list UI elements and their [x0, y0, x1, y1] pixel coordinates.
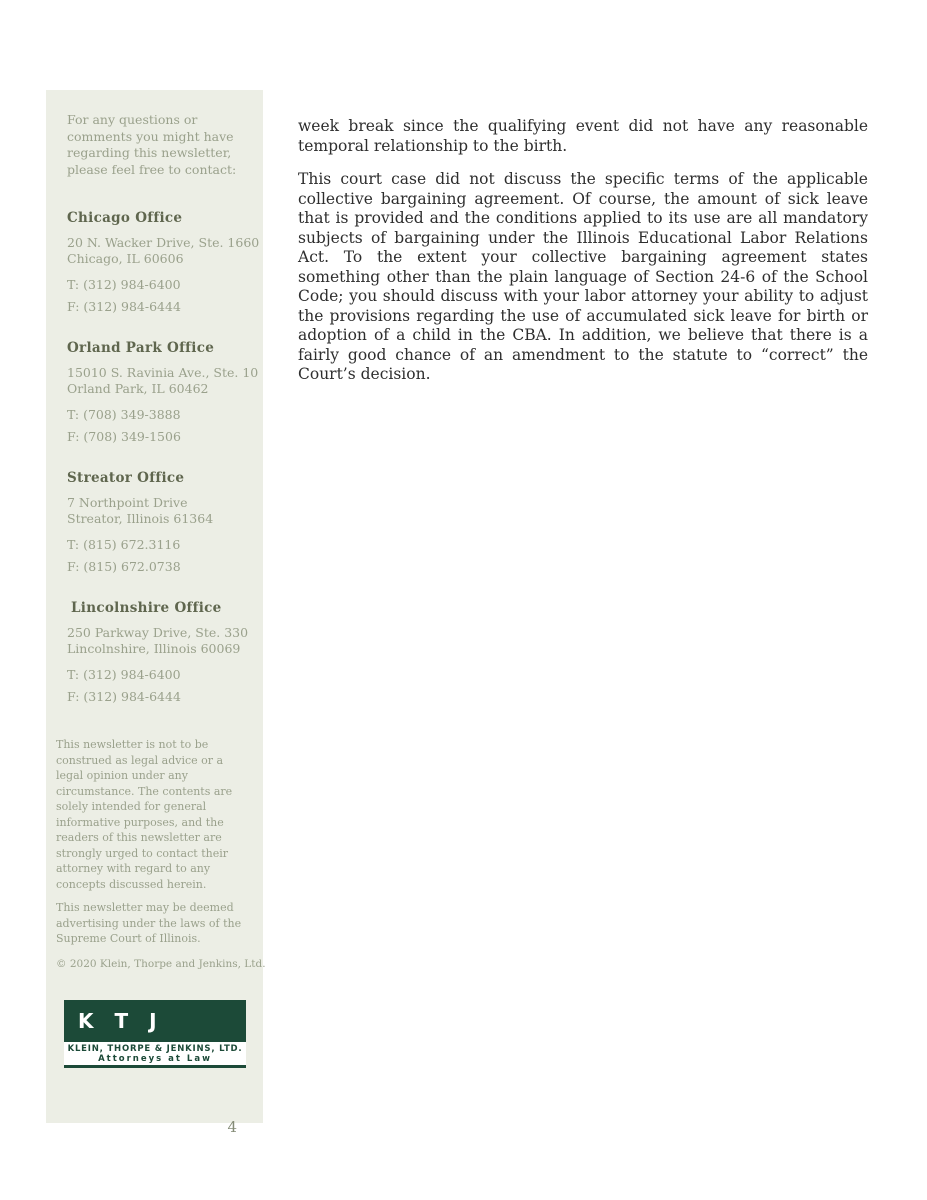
address-line: 15010 S. Ravinia Ave., Ste. 10 [67, 365, 259, 380]
office-fax: F: (312) 984-6444 [67, 689, 181, 704]
office-fax: F: (312) 984-6444 [67, 299, 181, 314]
office-name: Chicago Office [67, 210, 183, 226]
office-phone: T: (815) 672.3116 [67, 537, 181, 552]
main-article-column [298, 117, 868, 399]
office-name: Streator Office [67, 470, 185, 486]
office-fax: F: (815) 672.0738 [67, 559, 181, 574]
office-streator [67, 470, 249, 575]
ktj-logo [64, 1000, 246, 1068]
body-paragraph-1: week break since the qualifying event did not have any reasonable temporal relationship to the birth. [298, 117, 868, 155]
disclaimer-block [56, 737, 266, 972]
advertising-notice-text: This newsletter may be deemed advertising under the laws of the Supreme Court of Illinois. [56, 901, 242, 945]
office-address [67, 235, 260, 267]
address-line: Chicago, IL 60606 [67, 251, 184, 266]
address-line: Lincolnshire, Illinois 60069 [67, 641, 241, 656]
office-phone: T: (708) 349-3888 [67, 407, 181, 422]
logo-tagline: Attorneys at Law [98, 1054, 212, 1064]
office-name: Lincolnshire Office [71, 600, 222, 616]
office-lincolnshire [67, 600, 249, 705]
logo-green-panel [64, 1000, 246, 1042]
contact-intro: For any questions or comments you might have regarding this newsletter, please feel free to contact: [67, 112, 237, 177]
body-paragraph-2: This court case did not discuss the specific terms of the applicable collective bargaining agreement. Of course, the amount of sick leave that is provided and the conditions applied to its use are all mandatory subjects of bargaining under the Illinois Educational Labor Relations Act. To the extent your collective bargaining agreement states something other than the plain language of Section 24-6 of the School Code; you should discuss with your labor attorney your ability to adjust the provisions regarding the use of accumulated sick leave for birth or adoption of a child in the CBA. In addition, we believe that there is a fairly good chance of an amendment to the statute to “correct” the Court’s decision. [298, 170, 868, 383]
legal-disclaimer-text: This newsletter is not to be construed as legal advice or a legal opinion under any circumstance. The contents are solely intended for general informative purposes, and the readers of this newsletter are strongly urged to contact their attorney with regard to any concepts discussed herein. [56, 738, 233, 891]
sidebar [46, 90, 266, 1136]
address-line: 20 N. Wacker Drive, Ste. 1660 [67, 235, 260, 250]
logo-firm-name: KLEIN, THORPE & JENKINS, LTD. [67, 1044, 243, 1054]
logo-text-panel [64, 1042, 246, 1065]
address-line: Orland Park, IL 60462 [67, 381, 209, 396]
office-chicago [67, 210, 260, 315]
address-line: 7 Northpoint Drive [67, 495, 188, 510]
office-address [67, 625, 249, 657]
office-fax: F: (708) 349-1506 [67, 429, 181, 444]
address-line: 250 Parkway Drive, Ste. 330 [67, 625, 249, 640]
logo-initials: K T J [78, 1009, 164, 1033]
office-address [67, 495, 249, 527]
office-phone: T: (312) 984-6400 [67, 277, 181, 292]
office-name: Orland Park Office [67, 340, 215, 356]
office-address [67, 365, 259, 397]
address-line: Streator, Illinois 61364 [67, 511, 214, 526]
office-orland-park [67, 340, 259, 445]
copyright-text: © 2020 Klein, Thorpe and Jenkins, Ltd. [56, 957, 266, 970]
office-phone: T: (312) 984-6400 [67, 667, 181, 682]
page-number: 4 [227, 1118, 237, 1136]
